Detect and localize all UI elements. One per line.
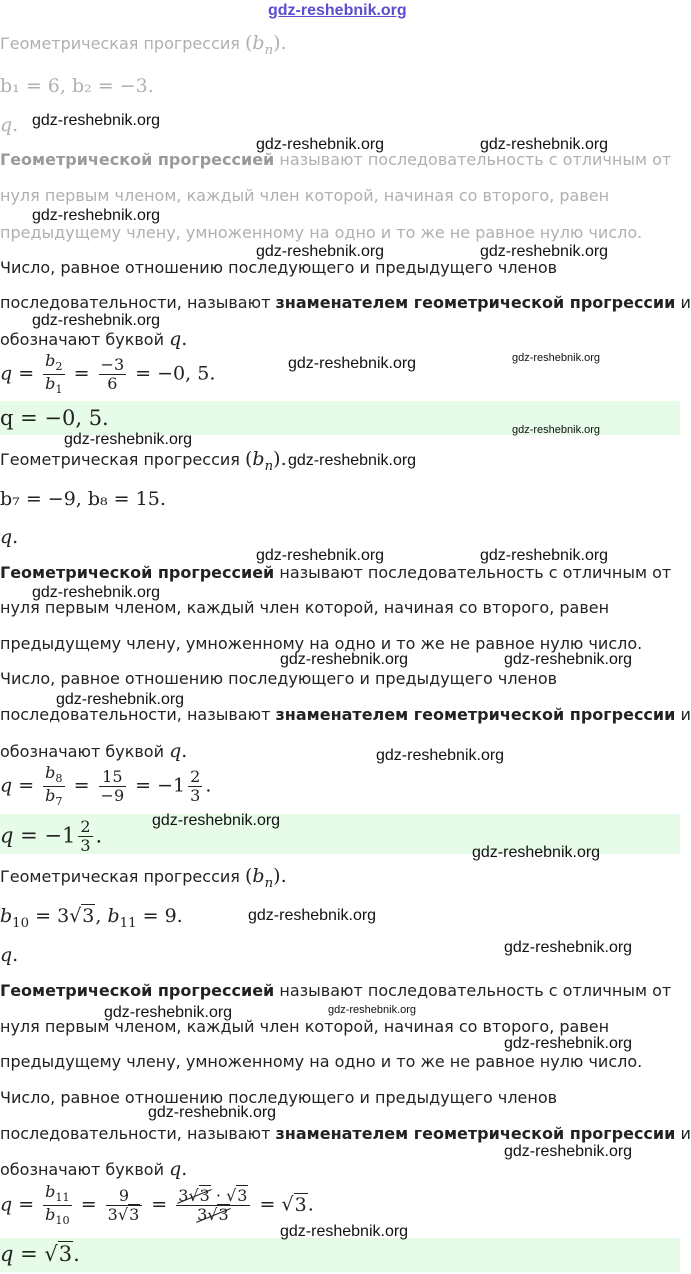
watermark: gdz-reshebnik.org <box>64 431 193 448</box>
definition-line-2-3: предыдущему члену, умноженному на одно и то же не равное нулю число. <box>0 634 643 653</box>
formula-1: q = $\frac{b_2}{b_1}$ = $\frac{-3}{6}$ = −0, 5. <box>0 351 216 397</box>
definition-line-3-3: предыдущему члену, умноженному на одно и то же не равное нулю число. <box>0 1052 643 1071</box>
watermark: gdz-reshebnik.org <box>512 352 601 364</box>
site-watermark-top[interactable]: gdz-reshebnik.org <box>268 2 407 19</box>
watermark: gdz-reshebnik.org <box>376 747 505 764</box>
formula-3: q = $\frac{b_{11}}{b_{10}}$ = $\frac{9}{3√3}$ = $\frac{3√3 \cdot √3}{3√3}$ = √3. <box>0 1182 314 1228</box>
watermark: gdz-reshebnik.org <box>32 584 161 601</box>
watermark: gdz-reshebnik.org <box>480 136 609 153</box>
watermark: gdz-reshebnik.org <box>280 1223 409 1240</box>
definition-line-2-1: Геометрической прогрессией называют последовательность с отличным от <box>0 563 672 582</box>
watermark: gdz-reshebnik.org <box>328 1004 417 1016</box>
answer-2: q = −1 $\frac{2}{3}$ . <box>0 817 103 856</box>
ratio-line-2-1: Число, равное отношению последующего и предыдущего членов <box>0 669 558 688</box>
watermark: gdz-reshebnik.org <box>288 452 417 469</box>
progression-title-3: Геометрическая прогрессия $(b_n)$. <box>0 865 287 891</box>
ratio-line-2-3: обозначают буквой q. <box>0 740 188 762</box>
answer-1: q = −0, 5. <box>0 406 109 430</box>
q-symbol-2: q. <box>0 526 19 548</box>
watermark: gdz-reshebnik.org <box>504 1143 633 1160</box>
definition-line-1-3: предыдущему члену, умноженному на одно и то же не равное нулю число. <box>0 223 643 242</box>
watermark: gdz-reshebnik.org <box>504 939 633 956</box>
watermark: gdz-reshebnik.org <box>512 424 601 436</box>
watermark: gdz-reshebnik.org <box>256 547 385 564</box>
ratio-line-1-3: обозначают буквой q. <box>0 328 188 350</box>
definition-line-1-2: нуля первым членом, каждый член которой, начиная со второго, равен <box>0 186 610 205</box>
progression-title-1: Геометрическая прогрессия $(b_n)$. <box>0 32 287 58</box>
watermark: gdz-reshebnik.org <box>504 651 633 668</box>
watermark: gdz-reshebnik.org <box>256 136 385 153</box>
given-values-1: b₁ = 6, b₂ = −3. <box>0 75 154 97</box>
watermark: gdz-reshebnik.org <box>248 907 377 924</box>
ratio-line-3-3: обозначают буквой q. <box>0 1158 188 1180</box>
definition-line-2-2: нуля первым членом, каждый член которой, начиная со второго, равен <box>0 598 610 617</box>
watermark: gdz-reshebnik.org <box>32 112 161 129</box>
watermark: gdz-reshebnik.org <box>148 1104 277 1121</box>
watermark: gdz-reshebnik.org <box>56 691 185 708</box>
q-symbol-3: q. <box>0 944 19 966</box>
definition-line-3-1: Геометрической прогрессией называют последовательность с отличным от <box>0 981 672 1000</box>
definition-line-3-2: нуля первым членом, каждый член которой, начиная со второго, равен <box>0 1017 610 1036</box>
progression-title-2: Геометрическая прогрессия $(b_n)$. <box>0 448 287 474</box>
watermark: gdz-reshebnik.org <box>256 243 385 260</box>
definition-line-1-1: Геометрической прогрессией называют последовательность с отличным от <box>0 150 672 169</box>
watermark: gdz-reshebnik.org <box>480 547 609 564</box>
watermark: gdz-reshebnik.org <box>280 651 409 668</box>
watermark: gdz-reshebnik.org <box>504 1035 633 1052</box>
watermark: gdz-reshebnik.org <box>480 243 609 260</box>
ratio-line-3-2: последовательности, называют знаменателем геометрической прогрессии и <box>0 1124 691 1143</box>
watermark: gdz-reshebnik.org <box>32 312 161 329</box>
watermark: gdz-reshebnik.org <box>152 812 281 829</box>
ratio-line-1-2: последовательности, называют знаменателем геометрической прогрессии и <box>0 293 691 312</box>
answer-3: q = √3. <box>0 1242 80 1266</box>
given-values-3: $b_{10} = 3√3$, $b_{11} = 9$. <box>0 905 183 931</box>
watermark: gdz-reshebnik.org <box>288 355 417 372</box>
ratio-line-2-2: последовательности, называют знаменателем геометрической прогрессии и <box>0 705 691 724</box>
formula-2: q = $\frac{b_8}{b_7}$ = $\frac{15}{-9}$ = −1 $\frac{2}{3}$ . <box>0 763 212 809</box>
ratio-line-3-1: Число, равное отношению последующего и предыдущего членов <box>0 1088 558 1107</box>
given-values-2: b₇ = −9, b₈ = 15. <box>0 488 166 510</box>
watermark: gdz-reshebnik.org <box>104 1004 233 1021</box>
watermark: gdz-reshebnik.org <box>472 844 601 861</box>
ratio-line-1-1: Число, равное отношению последующего и предыдущего членов <box>0 258 558 277</box>
watermark: gdz-reshebnik.org <box>32 207 161 224</box>
q-symbol-1: q. <box>0 114 19 136</box>
answer-box-3 <box>0 1238 680 1272</box>
